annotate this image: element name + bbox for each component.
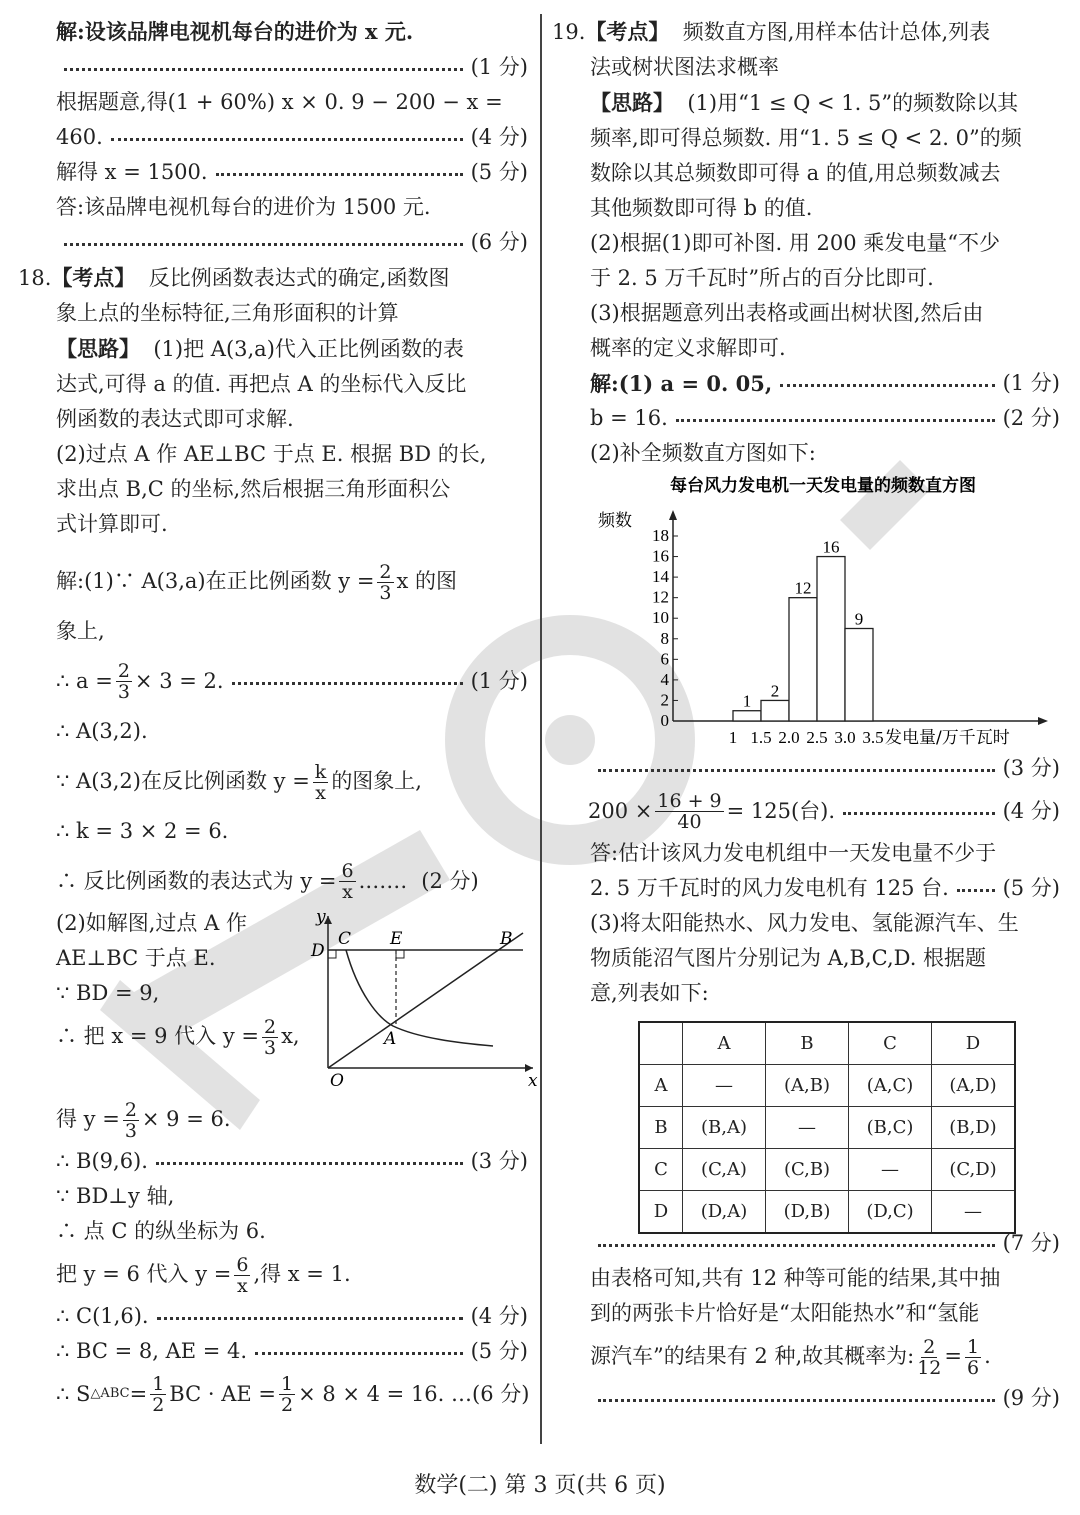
table-cell: A <box>683 1022 766 1065</box>
p19-p3-2: 物质能沼气图片分别记为 A,B,C,D. 根据题 <box>590 946 987 970</box>
outcome-table-wrap <box>552 1011 1060 1226</box>
p17-solve: 解得 x = 1500. (5 分) <box>56 160 528 184</box>
p18-sol1-line2: 象上, <box>56 619 105 643</box>
table-cell: B <box>639 1107 683 1149</box>
chart-bar <box>845 629 873 722</box>
table-cell: — <box>932 1191 1016 1234</box>
table-cell: (B,C) <box>849 1107 932 1149</box>
table-cell: (A,B) <box>766 1065 849 1107</box>
p18-A-point: ∴ A(3,2). <box>56 719 148 743</box>
p18-bc-ae: ∴ BC = 8, AE = 4. (5 分) <box>56 1339 528 1363</box>
chart-x-tick-label: 3.0 <box>834 728 856 747</box>
graph-D-label: D <box>311 941 325 961</box>
chart-y-tick-label: 18 <box>652 526 669 545</box>
p19-p3-1: (3)将太阳能热水、风力发电、氢能源汽车、生 <box>590 911 1019 935</box>
chart-bar-label: 9 <box>854 609 864 629</box>
graph-x-label: x <box>528 1071 538 1088</box>
p19-silu-5: (2)根据(1)即可补图. 用 200 乘发电量“不少 <box>590 231 1001 255</box>
table-cell: (C,D) <box>932 1149 1016 1191</box>
p18-silu-4: (2)过点 A 作 AE⊥BC 于点 E. 根据 BD 的长, <box>56 442 487 466</box>
p18-silu: 【思路】 (1)把 A(3,a)代入正比例函数的表 <box>56 336 464 361</box>
p19-ans-2: 2. 5 万千瓦时的风力发电机有 125 台. (5 分) <box>590 876 1060 900</box>
graph-A-label: A <box>384 1029 397 1049</box>
p19-con-3: 源汽车”的结果有 2 种,故其概率为: $\frac{2}{12}$ = $\frac{1}{6}$ . <box>590 1336 991 1379</box>
chart-bar <box>789 598 817 721</box>
table-cell: (D,A) <box>683 1191 766 1234</box>
p18-inv: ∵ A(3,2)在反比例函数 y = $\frac{k}{x}$ 的图象上, <box>56 761 422 804</box>
left-column <box>18 14 538 1419</box>
p18-B-point: ∴ B(9,6). (3 分) <box>56 1149 528 1173</box>
graph-C-label: C <box>338 929 352 949</box>
p18-p2-1: (2)如解图,过点 A 作 <box>56 911 247 935</box>
table-cell: C <box>639 1149 683 1191</box>
p18-expr: ∴ 反比例函数的表达式为 y = $\frac{6}{x}$ .…… (2 分) <box>56 859 479 903</box>
chart-y-tick-label: 2 <box>660 690 669 710</box>
chart-y-tick-label: 10 <box>652 608 669 628</box>
chart-bar-label: 1 <box>742 691 752 711</box>
p19-score9-line: (9 分) <box>552 1381 1060 1416</box>
chart-bar <box>733 711 761 721</box>
p19-score3-line: (3 分) <box>552 751 1060 786</box>
table-cell: — <box>766 1107 849 1149</box>
p17-intro: 解:设该品牌电视机每台的进价为 x 元. <box>56 19 414 44</box>
graph-y-label: y <box>316 908 326 927</box>
p18-silu-2: 达式,可得 a 的值. 再把点 A 的坐标代入反比 <box>56 372 467 396</box>
chart-y-tick-label: 6 <box>660 649 669 669</box>
table-cell: (B,A) <box>683 1107 766 1149</box>
p19-score7-line: (7 分) <box>552 1226 1060 1261</box>
chart-x-tick-label: 3.5 <box>862 728 884 747</box>
column-divider <box>540 14 542 1444</box>
p18-p2-4: ∴ 把 x = 9 代入 y = $\frac{2}{3}$ x, <box>56 1016 300 1059</box>
table-cell: (D,B) <box>766 1191 849 1234</box>
chart-x-tick-label: 2.5 <box>806 728 828 747</box>
table-cell: (B,D) <box>932 1107 1016 1149</box>
p19-kaodian-2: 法或树状图法求概率 <box>590 55 779 79</box>
p19-silu-8: 概率的定义求解即可. <box>590 336 786 360</box>
page-footer: 数学(二) 第 3 页(共 6 页) <box>414 1473 666 1498</box>
chart-bar-label: 2 <box>770 681 780 701</box>
chart-bars <box>733 538 873 721</box>
table-cell: (D,C) <box>849 1191 932 1234</box>
p19-con-2: 到的两张卡片恰好是“太阳能热水”和“氢能 <box>590 1301 980 1325</box>
chart-x-tick-label: 2.0 <box>778 728 800 747</box>
p18-y-value: 得 y = $\frac{2}{3}$ × 9 = 6. <box>56 1099 231 1142</box>
p19-con-1: 由表格可知,共有 12 种等可能的结果,其中抽 <box>590 1266 1001 1290</box>
chart-y-tick-label: 16 <box>652 546 669 566</box>
p18-k-value: ∴ k = 3 × 2 = 6. <box>56 819 229 843</box>
outcome-table <box>638 1021 1016 1234</box>
p19-ans-1: 答:估计该风力发电机组中一天发电量不少于 <box>590 841 997 865</box>
p17-score6-line: (6 分) <box>18 225 528 260</box>
table-row <box>639 1065 1015 1107</box>
chart-ylabel: 频数 <box>598 511 632 531</box>
p18-silu-6: 式计算即可. <box>56 512 168 536</box>
table-cell: D <box>932 1022 1016 1065</box>
chart-bar-label: 16 <box>822 537 840 557</box>
p19-silu-4: 其他频数即可得 b 的值. <box>590 196 813 220</box>
chart-y-tick-label: 0 <box>660 711 669 730</box>
p19-silu-2: 频率,即可得总频数. 用“1. 5 ≤ Q < 2. 0”的频 <box>590 126 1022 150</box>
chart-x-arrow <box>1038 717 1048 725</box>
p18-sub: 把 y = 6 代入 y = $\frac{6}{x}$ ,得 x = 1. <box>56 1254 351 1297</box>
p19-silu: 【思路】 (1)用“1 ≤ Q < 1. 5”的频数除以其 <box>590 90 1019 115</box>
function-graph <box>308 908 538 1088</box>
table-row <box>639 1149 1015 1191</box>
p18-kaodian-2: 象上点的坐标特征,三角形面积的计算 <box>56 301 399 325</box>
p17-eq1: 根据题意,得(1 + 60%) x × 0. 9 − 200 − x = <box>56 90 503 114</box>
chart-bar-label: 12 <box>794 578 812 598</box>
p17-score1-line: (1 分) <box>18 50 528 85</box>
table-row <box>639 1107 1015 1149</box>
table-cell: — <box>683 1065 766 1107</box>
chart-y-tick-label: 4 <box>660 669 669 689</box>
table-cell <box>639 1022 683 1065</box>
p18-sol1: 解:(1)∵ A(3,a)在正比例函数 y = $\frac{2}{3}$ x 的图 <box>56 561 458 604</box>
p18-a-value: ∴ a = $\frac{2}{3}$ × 3 = 2. (1 分) <box>56 659 528 703</box>
p18-silu-5: 求出点 B,C 的坐标,然后根据三角形面积公 <box>56 477 451 501</box>
graph-O-label: O <box>330 1071 344 1088</box>
p19-silu-6: 于 2. 5 万千瓦时”所占的百分比即可. <box>590 266 934 290</box>
p19-silu-3: 数除以其总频数即可得 a 的值,用总频数减去 <box>590 161 1001 185</box>
p18-kaodian: 18.【考点】 反比例函数表达式的确定,函数图 <box>18 265 450 290</box>
p17-answer: 答:该品牌电视机每台的进价为 1500 元. <box>56 195 431 219</box>
chart-y-tick-label: 8 <box>660 628 669 648</box>
p17-eq2: 460. (4 分) <box>56 125 528 149</box>
chart-y-arrow <box>669 510 677 520</box>
chart-bar <box>761 700 789 721</box>
p19-silu-7: (3)根据题意列出表格或画出树状图,然后由 <box>590 301 984 325</box>
chart-x-tick-label: 1 <box>728 728 738 747</box>
table-cell: (A,C) <box>849 1065 932 1107</box>
table-cell: B <box>766 1022 849 1065</box>
table-row <box>639 1022 1015 1065</box>
table-cell: (C,A) <box>683 1149 766 1191</box>
p19-sol-b: b = 16. (2 分) <box>590 406 1060 430</box>
p18-C-point: ∴ C(1,6). (4 分) <box>56 1304 528 1328</box>
chart-x-tick-label: 1.5 <box>750 728 772 747</box>
chart-bar <box>817 557 845 721</box>
p18-area: ∴ S △ABC = $\frac{1}{2}$ BC · AE = $\frac{1}{2}$ × 8 × 4 = 16. … (6 分) <box>56 1372 530 1416</box>
table-cell: A <box>639 1065 683 1107</box>
p18-p2-3: ∵ BD = 9, <box>56 981 160 1005</box>
p19-calc: 200 × $\frac{16 + 9}{40}$ = 125(台). (4 分) <box>588 789 1060 833</box>
p19-sol-a: 解:(1) a = 0. 05, (1 分) <box>590 371 1060 396</box>
p18-part2-block <box>18 906 538 1094</box>
table-cell: D <box>639 1191 683 1234</box>
table-cell: (C,B) <box>766 1149 849 1191</box>
p19-kaodian: 19.【考点】 频数直方图,用样本估计总体,列表 <box>552 19 991 44</box>
graph-B-label: B <box>500 929 513 949</box>
chart-xlabel: 发电量/万千瓦时 <box>885 728 1010 748</box>
table-cell: (A,D) <box>932 1065 1016 1107</box>
histogram-chart <box>588 471 1058 751</box>
table-cell: C <box>849 1022 932 1065</box>
p19-p3-3: 意,列表如下: <box>590 981 709 1005</box>
chart-y-tick-label: 14 <box>652 567 669 587</box>
chart-y-tick-label: 12 <box>652 587 669 607</box>
p18-p2-2: AE⊥BC 于点 E. <box>56 946 216 970</box>
right-column <box>552 14 1060 1416</box>
p18-silu-3: 例函数的表达式即可求解. <box>56 407 294 431</box>
p19-hist-intro: (2)补全频数直方图如下: <box>590 441 816 465</box>
table-cell: — <box>849 1149 932 1191</box>
p18-bd-perp: ∵ BD⊥y 轴, <box>56 1184 175 1208</box>
p18-c-y: ∴ 点 C 的纵坐标为 6. <box>56 1219 266 1243</box>
chart-title: 每台风力发电机一天发电量的频数直方图 <box>670 476 976 496</box>
graph-E-label: E <box>390 929 403 949</box>
